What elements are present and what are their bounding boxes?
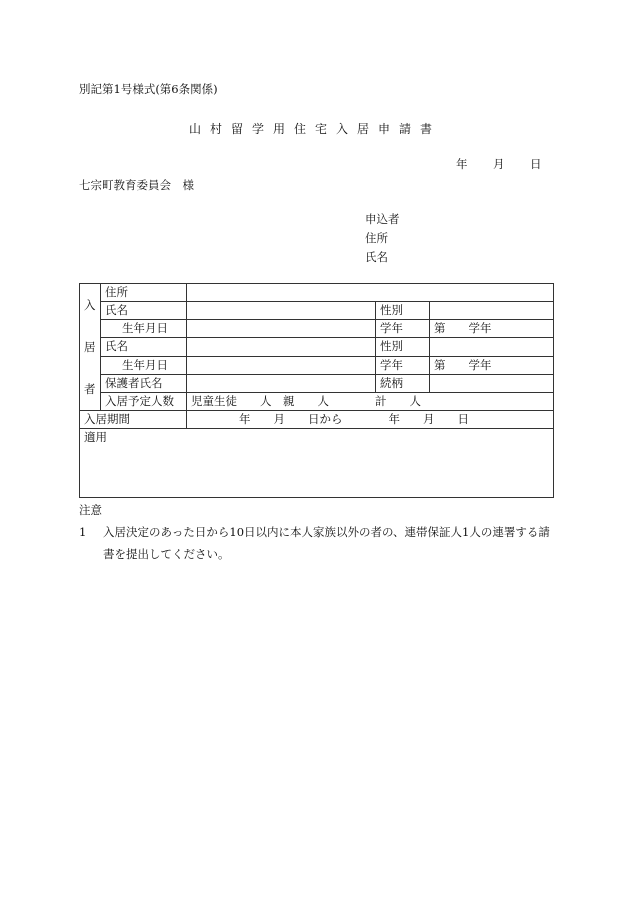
table-row: [80, 374, 554, 392]
relation-field[interactable]: [430, 374, 554, 392]
birthdate-field[interactable]: [187, 356, 376, 374]
remarks-box[interactable]: [80, 429, 554, 498]
address-label: 住所: [101, 284, 187, 302]
name-label: 氏名: [101, 338, 187, 356]
table-row: [80, 392, 554, 410]
name-label: 氏名: [101, 302, 187, 320]
period-label: 入居期間: [80, 411, 187, 429]
note-item: [79, 521, 554, 565]
table-row: [80, 356, 554, 374]
period-field[interactable]: 年 月 日から 年 月 日: [187, 411, 554, 429]
date-day-label: 日: [530, 157, 542, 171]
table-row: [80, 302, 554, 320]
note-text: 入居決定のあった日から10日以内に本人家族以外の者の、連帯保証人1人の連署する請書を提出してください。: [103, 525, 550, 561]
guardian-name-field[interactable]: [187, 374, 376, 392]
name-field[interactable]: [187, 302, 376, 320]
applicant-name-label: 氏名: [365, 250, 388, 264]
birthdate-label: 生年月日: [101, 356, 187, 374]
applicant-heading: 申込者: [365, 212, 400, 226]
planned-count-label: 入居予定人数: [101, 392, 187, 410]
grade-label: 学年: [376, 320, 430, 338]
resident-table: [79, 283, 554, 498]
side-char: 居: [84, 339, 96, 354]
applicant-address-label: 住所: [365, 231, 388, 245]
table-row: [80, 320, 554, 338]
planned-count-field[interactable]: 児童生徒 人 親 人 計 人: [187, 392, 554, 410]
table-row: [80, 338, 554, 356]
side-char: 入: [84, 297, 96, 312]
remarks-label: 適用: [84, 430, 107, 444]
birthdate-field[interactable]: [187, 320, 376, 338]
form-number-label: 別記第1号様式(第6条関係): [79, 82, 218, 96]
note-number: 1: [79, 525, 87, 539]
gender-field[interactable]: [430, 302, 554, 320]
grade-field[interactable]: 第 学年: [430, 356, 554, 374]
grade-label: 学年: [376, 356, 430, 374]
date-year-label: 年: [456, 157, 468, 171]
resident-side-label: [80, 284, 101, 411]
table-row: [80, 411, 554, 429]
side-char: 者: [84, 381, 96, 396]
notes-heading: 注意: [79, 503, 102, 517]
address-field[interactable]: [187, 284, 554, 302]
grade-field[interactable]: 第 学年: [430, 320, 554, 338]
name-field[interactable]: [187, 338, 376, 356]
birthdate-label: 生年月日: [101, 320, 187, 338]
guardian-name-label: 保護者氏名: [101, 374, 187, 392]
table-row: [80, 429, 554, 498]
relation-label: 続柄: [376, 374, 430, 392]
table-row: [80, 284, 554, 302]
gender-label: 性別: [376, 302, 430, 320]
gender-field[interactable]: [430, 338, 554, 356]
document-title: 山村留学用住宅入居申請書: [188, 122, 441, 136]
date-month-label: 月: [493, 157, 505, 171]
gender-label: 性別: [376, 338, 430, 356]
addressee: 七宗町教育委員会 様: [79, 178, 194, 192]
